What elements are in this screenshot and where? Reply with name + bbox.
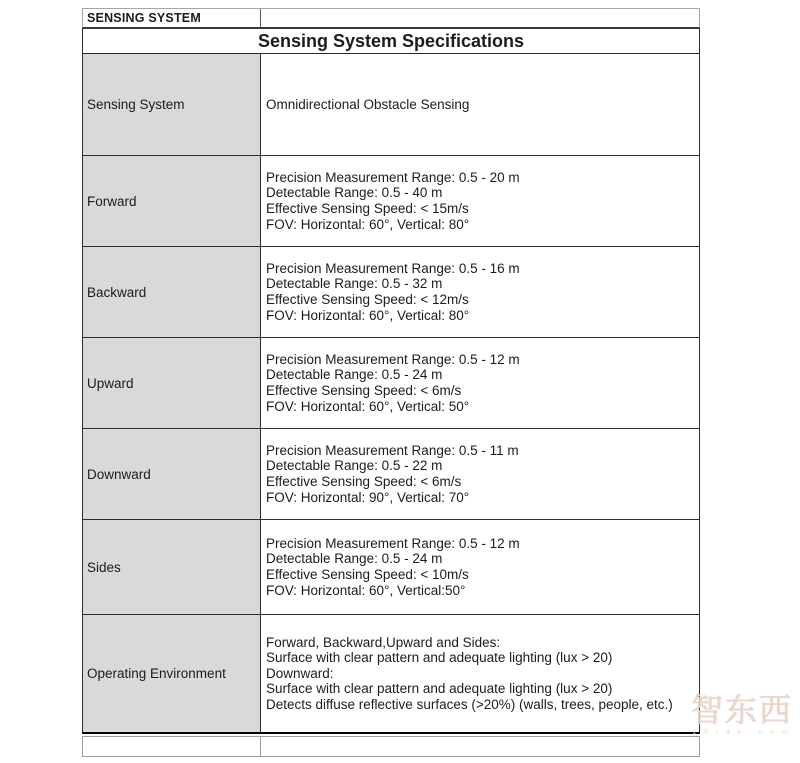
table-row [82,520,700,615]
table-row [82,338,700,429]
spec-line: Effective Sensing Speed: < 15m/s [266,201,469,216]
spec-line: Effective Sensing Speed: < 10m/s [266,567,469,582]
spec-line: FOV: Horizontal: 60°, Vertical: 80° [266,216,470,232]
spec-line: Forward, Backward,Upward and Sides: [266,634,501,650]
row-label: Operating Environment [83,615,261,732]
table-title-row [82,28,700,54]
row-label: Forward [83,156,261,246]
row-value [261,615,699,732]
spec-line: FOV: Horizontal: 60°, Vertical: 80° [266,307,470,323]
spec-line: FOV: Horizontal: 60°, Vertical:50° [266,582,466,598]
row-value [261,429,699,519]
row-label: Upward [83,338,261,428]
spec-line: FOV: Horizontal: 90°, Vertical: 70° [266,489,470,505]
spec-line: Detectable Range: 0.5 - 40 m [266,185,443,201]
spec-line: Effective Sensing Speed: < 6m/s [266,383,462,398]
watermark [686,692,798,736]
spec-line: Downward: [266,665,334,681]
watermark-url: z h i d x . c o m [692,729,792,736]
spec-line: Detects diffuse reflective surfaces (>20%) (walls, trees, people, etc.) [266,696,673,712]
row-value [261,156,699,246]
spec-table [82,8,700,757]
row-label: Sides [83,520,261,614]
row-value [261,338,699,428]
spec-line: Detectable Range: 0.5 - 24 m [266,367,443,383]
spec-line: Surface with clear pattern and adequate lighting (lux > 20) [266,650,613,666]
spec-line: Precision Measurement Range: 0.5 - 16 m [266,260,520,276]
table-row [82,247,700,338]
table-row [82,156,700,247]
section-header-empty-cell [261,9,699,27]
table-body [82,54,700,734]
spec-line: Detectable Range: 0.5 - 32 m [266,276,443,292]
row-value [261,54,699,155]
table-row [82,54,700,156]
spec-line: Detectable Range: 0.5 - 22 m [266,458,443,474]
spec-line: Effective Sensing Speed: < 12m/s [266,292,469,307]
page-title: Sensing System Specifications [257,30,525,51]
watermark-logo: 智东西 [690,692,793,728]
row-value [261,520,699,614]
empty-row-value-cell [261,737,699,756]
table-section-header-row [82,8,700,28]
table-row [82,615,700,734]
row-label: Downward [83,429,261,519]
spec-line: Detectable Range: 0.5 - 24 m [266,551,443,567]
spec-line: FOV: Horizontal: 60°, Vertical: 50° [266,398,470,414]
empty-row [82,736,700,757]
spec-line: Omnidirectional Obstacle Sensing [266,96,470,112]
empty-row-label-cell [83,737,261,756]
spec-line: Effective Sensing Speed: < 6m/s [266,474,462,489]
spec-line: Surface with clear pattern and adequate lighting (lux > 20) [266,681,613,697]
row-label: Backward [83,247,261,337]
spec-line: Precision Measurement Range: 0.5 - 12 m [266,351,520,367]
spec-line: Precision Measurement Range: 0.5 - 12 m [266,535,520,551]
row-label: Sensing System [83,54,261,155]
spec-line: Precision Measurement Range: 0.5 - 20 m [266,169,520,185]
spec-line: Precision Measurement Range: 0.5 - 11 m [266,442,519,458]
row-value [261,247,699,337]
section-label: SENSING SYSTEM [83,9,261,27]
table-row [82,429,700,520]
